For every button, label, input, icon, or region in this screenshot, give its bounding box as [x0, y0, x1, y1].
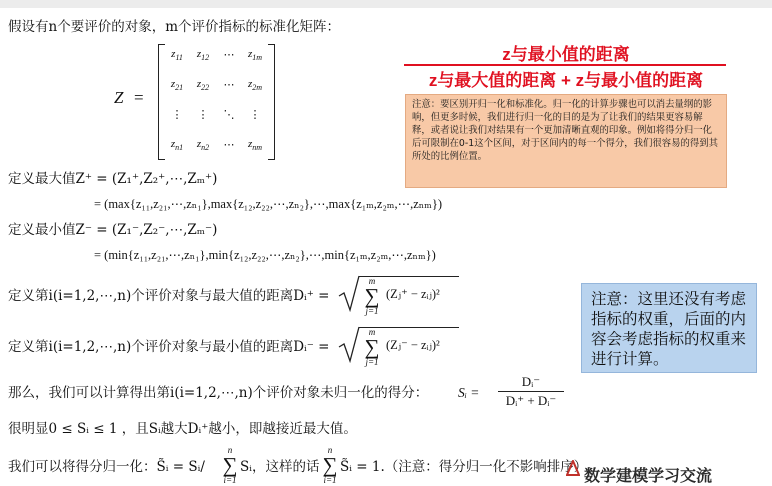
score-label: 那么，我们可以计算得出第i(i=1,2,⋯,n)个评价对象未归一化的得分： [8, 385, 429, 401]
logo-text: 数学建模学习交流 [584, 466, 713, 485]
matrix-cell: ⋮ [171, 109, 183, 121]
score-denominator: Dᵢ⁺ + Dᵢ⁻ [505, 393, 557, 408]
normalize-sum-2: n ∑ i=1 [322, 445, 338, 485]
matrix-equals: = [134, 88, 144, 107]
matrix-cell: $z_{n2}$ [196, 138, 210, 153]
sum-symbol: m ∑ j=1 [364, 327, 380, 367]
distance-min-label: 定义第i(i=1,2,⋯,n)个评价对象与最小值的距离Dᵢ⁻ = [8, 339, 330, 355]
formula-denominator: z与最大值的距离 + z与最小值的距离 [428, 71, 704, 90]
matrix-cell: ⋱ [223, 109, 235, 121]
distance-max-label: 定义第i(i=1,2,⋯,n)个评价对象与最大值的距离Dᵢ⁺ = [8, 288, 330, 304]
normalize-sum-1: n ∑ i=1 [222, 445, 238, 485]
matrix-cell: ⋮ [249, 109, 261, 121]
matrix-cell: $z_{n1}$ [170, 138, 184, 153]
score-fraction [498, 374, 564, 409]
distance-min-sqrt [338, 323, 460, 367]
matrix-cell: $z_{22}$ [196, 78, 210, 93]
matrix-label: Z [114, 88, 124, 107]
matrix-cell: $z_{nm}$ [247, 138, 263, 153]
score-lhs: Sᵢ = [458, 385, 480, 400]
weight-note-text: 注意：这里还没有考虑指标的权重，后面的内容会考虑指标的权重来进行计算。 [591, 290, 747, 368]
matrix-cell: $z_{1m}$ [247, 48, 263, 63]
normalization-note [405, 94, 727, 188]
matrix-cell: ⋮ [197, 109, 209, 121]
normalize-part1: 我们可以将得分归一化：S̃ᵢ = Sᵢ/ [8, 459, 205, 475]
max-definition-expanded: = (max{z₁₁,z₂₁,⋯,zₙ₁},max{z₁₂,z₂₂,⋯,zₙ₂},⋯,max{z₁ₘ,z₂ₘ,⋯,zₙₘ}) [94, 197, 443, 211]
range-statement: 很明显0 ≤ Sᵢ ≤ 1 ，且Sᵢ越大Dᵢ⁺越小，即越接近最大值。 [8, 421, 357, 437]
matrix-cell: $z_{11}$ [171, 48, 183, 63]
max-definition: 定义最大值Z⁺ = (Z₁⁺,Z₂⁺,⋯,Zₘ⁺) [8, 171, 218, 187]
normalize-part3: S̃ᵢ = 1.（注意：得分归一化不影响排序） [340, 459, 588, 475]
matrix-cell: ⋯ [223, 49, 235, 61]
distance-max-sqrt [338, 272, 460, 316]
matrix-cell: ⋯ [223, 79, 235, 91]
radical-icon [338, 323, 360, 363]
standardized-matrix [164, 46, 268, 156]
normalization-note-text: 注意：要区别开归一化和标准化。归一化的计算步骤也可以消去量纲的影响，但更多时候，我们进行归一化的目的是为了让我们的结果更容易解释，或者说让我们对结果有一个更加清晰直观的印象。例如将得分归一化后可限制在0-1这个区间，对于区间内的每一个得分，我们很容易的得到其所处的比例位置。 [412, 99, 718, 162]
sum-symbol: m ∑ j=1 [364, 276, 380, 316]
top-bar [0, 0, 772, 8]
matrix-cell: $z_{12}$ [196, 48, 210, 63]
score-numerator: Dᵢ⁻ [521, 374, 541, 389]
logo-icon [566, 460, 580, 476]
weight-note [581, 283, 757, 373]
formula-numerator: z与最小值的距离 [502, 45, 630, 64]
distance-min-term: (Zⱼ⁻ − zᵢⱼ)² [386, 338, 440, 352]
radical-icon [338, 272, 360, 312]
matrix-cell: ⋯ [223, 139, 235, 151]
normalize-part2: Sᵢ，这样的话 [240, 459, 320, 475]
intro-text: 假设有n个要评价的对象，m个评价指标的标准化矩阵： [8, 19, 340, 35]
min-definition: 定义最小值Z⁻ = (Z₁⁻,Z₂⁻,⋯,Zₘ⁻) [8, 222, 218, 238]
matrix-right-bracket [268, 44, 275, 160]
matrix-cell: $z_{2m}$ [247, 78, 263, 93]
matrix-cell: $z_{21}$ [170, 78, 184, 93]
min-definition-expanded: = (min{z₁₁,z₂₁,⋯,zₙ₁},min{z₁₂,z₂₂,⋯,zₙ₂},⋯,min{z₁ₘ,z₂ₘ,⋯,zₙₘ}) [94, 248, 436, 262]
distance-max-term: (Zⱼ⁺ − zᵢⱼ)² [386, 287, 440, 301]
